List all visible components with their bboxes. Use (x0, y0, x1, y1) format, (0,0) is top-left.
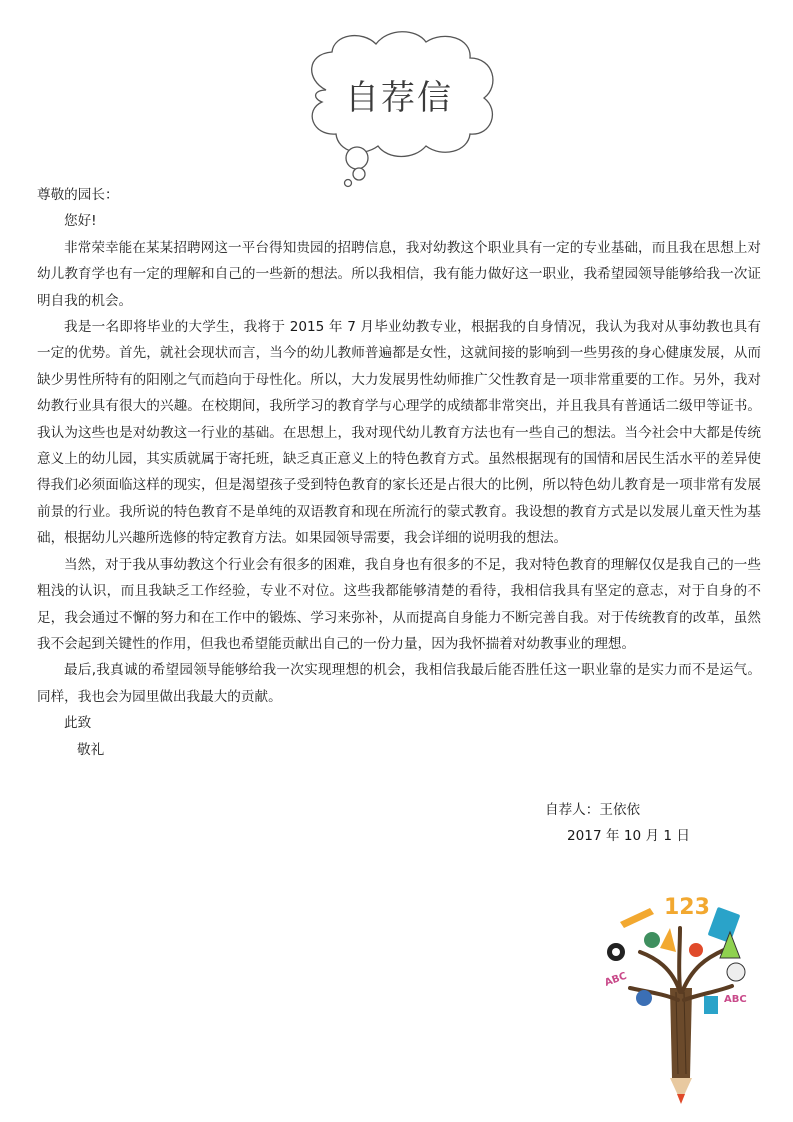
paragraph: 非常荣幸能在某某招聘网这一平台得知贵园的招聘信息，我对幼教这个职业具有一定的专业基础，而且我在思想上对幼儿教育学也有一定的理解和自己的一些新的想法。所以我相信，我有能力做好这一职业，我希望园领导能够给我一次证明自我的机会。 (37, 239, 761, 309)
paragraph: 我是一名即将毕业的大学生，我将于 2015 年 7 月毕业幼教专业，根据我的自身情况，我认为我对从事幼教也具有一定的优势。首先，就社会现状而言，当今的幼儿教师普遍都是女性，这就间接的影响到一些男孩的身心健康发展，从而缺少男性所特有的阳刚之气而趋向于母性化。所以，大力发展男性幼师推广父性教育是一项非常重要的工作。另外，我对幼教行业具有很大的兴趣。在校期间，我所学习的教育学与心理学的成绩都非常突出，并且我具有普通话二级甲等证书。我认为这些也是对幼教这一行业的基础。在思想上，我对现代幼儿教育方法也有一些自己的想法。当今社会中大都是传统意义上的幼儿园，其实质就属于寄托班，缺乏真正意义上的特色教育方式。虽然根据现有的国情和居民生活水平的差异使得我们必须面临这样的现实，但是渴望孩子受到特色教育的家长还是占很大的比例，所以特色幼儿教育是一项非常有发展前景的行业。我所说的特色教育不是单纯的双语教育和现在所流行的蒙式教育。我设想的教育方式是以发展儿童天性为基础，根据幼儿兴趣所选修的特定教育方法。如果园领导需要，我会详细的说明我的想法。 (37, 319, 761, 547)
decor-letters-right: ABC (724, 994, 747, 1005)
closing-line-2: 敬礼 (77, 741, 105, 758)
decor-numbers: 123 (664, 895, 710, 920)
pencil-tree-icon (600, 888, 760, 1110)
letter-date: 2017 年 10 月 1 日 (567, 828, 690, 845)
decor-letters-left: ABC (603, 970, 629, 989)
signer-name: 自荐人：王依依 (545, 802, 641, 818)
page-title: 自荐信 (345, 78, 453, 118)
pencil-tree-illustration (600, 888, 760, 1110)
salutation: 尊敬的园长： (37, 187, 119, 203)
paragraph: 最后,我真诚的希望园领导能够给我一次实现理想的机会，我相信我最后能否胜任这一职业靠的是实力而不是运气。同样，我也会为园里做出我最大的贡献。 (37, 662, 761, 705)
closing-line-1: 此致 (64, 715, 92, 732)
greeting: 您好! (64, 213, 97, 230)
paragraph: 当然，对于我从事幼教这个行业会有很多的困难，我自身也有很多的不足，我对特色教育的理解仅仅是我自己的一些粗浅的认识，而且我缺乏工作经验，专业不对位。这些我都能够清楚的看待，我相信我具有坚定的意志，对于自身的不足，我会通过不懈的努力和在工作中的锻炼、学习来弥补，从而提高自身能力不断完善自我。对于传统教育的改革，虽然我不会起到关键性的作用，但我也希望能贡献出自己的一份力量，因为我怀揣着对幼教事业的理想。 (37, 556, 761, 652)
title-cloud (296, 28, 500, 188)
letter-body (37, 182, 761, 763)
signature-block (545, 797, 690, 850)
